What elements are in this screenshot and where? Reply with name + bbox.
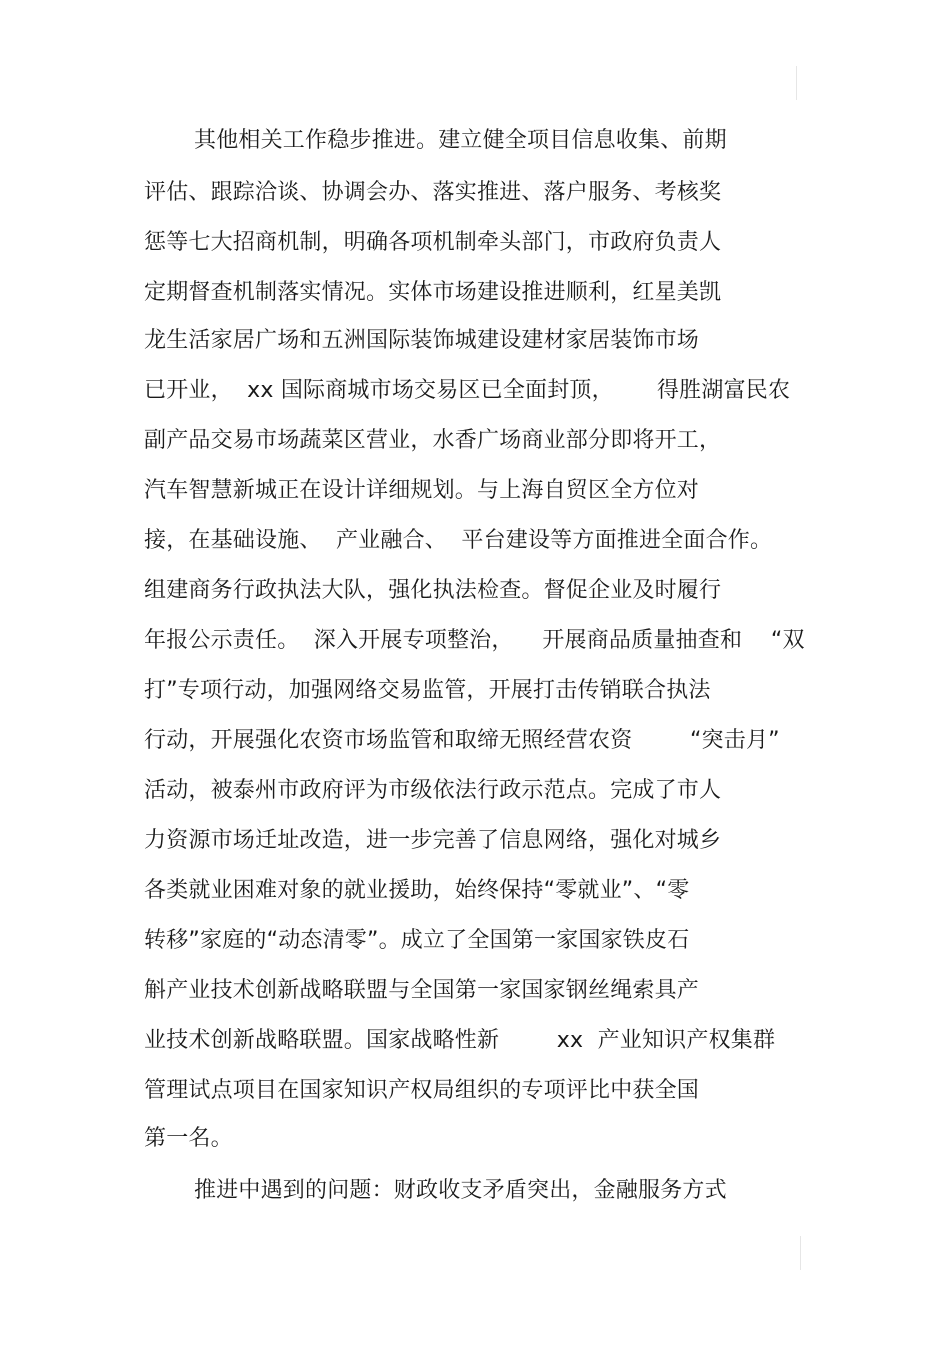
paragraph-line: 龙生活家居广场和五洲国际装饰城建设建材家居装饰市场 xyxy=(144,328,700,353)
paragraph-line: 第一名。 xyxy=(144,1126,233,1151)
paragraph-line: 活动，被泰州市政府评为市级依法行政示范点。完成了市人 xyxy=(144,778,722,803)
paragraph-line: 行动，开展强化农资市场监管和取缔无照经营农资 “突击月” xyxy=(144,728,780,753)
paragraph-line: 业技术创新战略联盟。国家战略性新 xx 产业知识产权集群 xyxy=(144,1028,776,1053)
paragraph-line: 副产品交易市场蔬菜区营业，水香广场商业部分即将开工， xyxy=(144,428,722,453)
paragraph-line: 其他相关工作稳步推进。建立健全项目信息收集、前期 xyxy=(194,128,727,153)
paragraph-line: 转移”家庭的“动态清零”。成立了全国第一家国家铁皮石 xyxy=(144,928,690,953)
paragraph-line: 管理试点项目在国家知识产权局组织的专项评比中获全国 xyxy=(144,1078,700,1103)
paragraph-line: 推进中遇到的问题：财政收支矛盾突出，金融服务方式 xyxy=(194,1178,727,1203)
paragraph-line: 接，在基础设施、 产业融合、 平台建设等方面推进全面合作。 xyxy=(144,528,773,553)
paragraph-line: 评估、跟踪洽谈、协调会办、落实推进、落户服务、考核奖 xyxy=(144,180,722,205)
paragraph-line: 各类就业困难对象的就业援助，始终保持“零就业”、“零 xyxy=(144,878,690,903)
page-edge-mark-top xyxy=(796,66,797,100)
page-edge-mark-bottom xyxy=(800,1236,801,1270)
paragraph-line: 打”专项行动，加强网络交易监管，开展打击传销联合执法 xyxy=(144,678,711,703)
paragraph-line: 汽车智慧新城正在设计详细规划。与上海自贸区全方位对 xyxy=(144,478,700,503)
paragraph-line: 组建商务行政执法大队，强化执法检查。督促企业及时履行 xyxy=(144,578,722,603)
paragraph-line: 已开业， xx 国际商城市场交易区已全面封顶， 得胜湖富民农 xyxy=(144,378,791,403)
paragraph-line: 惩等七大招商机制，明确各项机制牵头部门，市政府负责人 xyxy=(144,230,722,255)
paragraph-line: 斛产业技术创新战略联盟与全国第一家国家钢丝绳索具产 xyxy=(144,978,700,1003)
paragraph-line: 定期督查机制落实情况。实体市场建设推进顺利，红星美凯 xyxy=(144,280,722,305)
paragraph-line: 力资源市场迁址改造，进一步完善了信息网络，强化对城乡 xyxy=(144,828,722,853)
paragraph-line: 年报公示责任。 深入开展专项整治， 开展商品质量抽查和 “双 xyxy=(144,628,805,653)
